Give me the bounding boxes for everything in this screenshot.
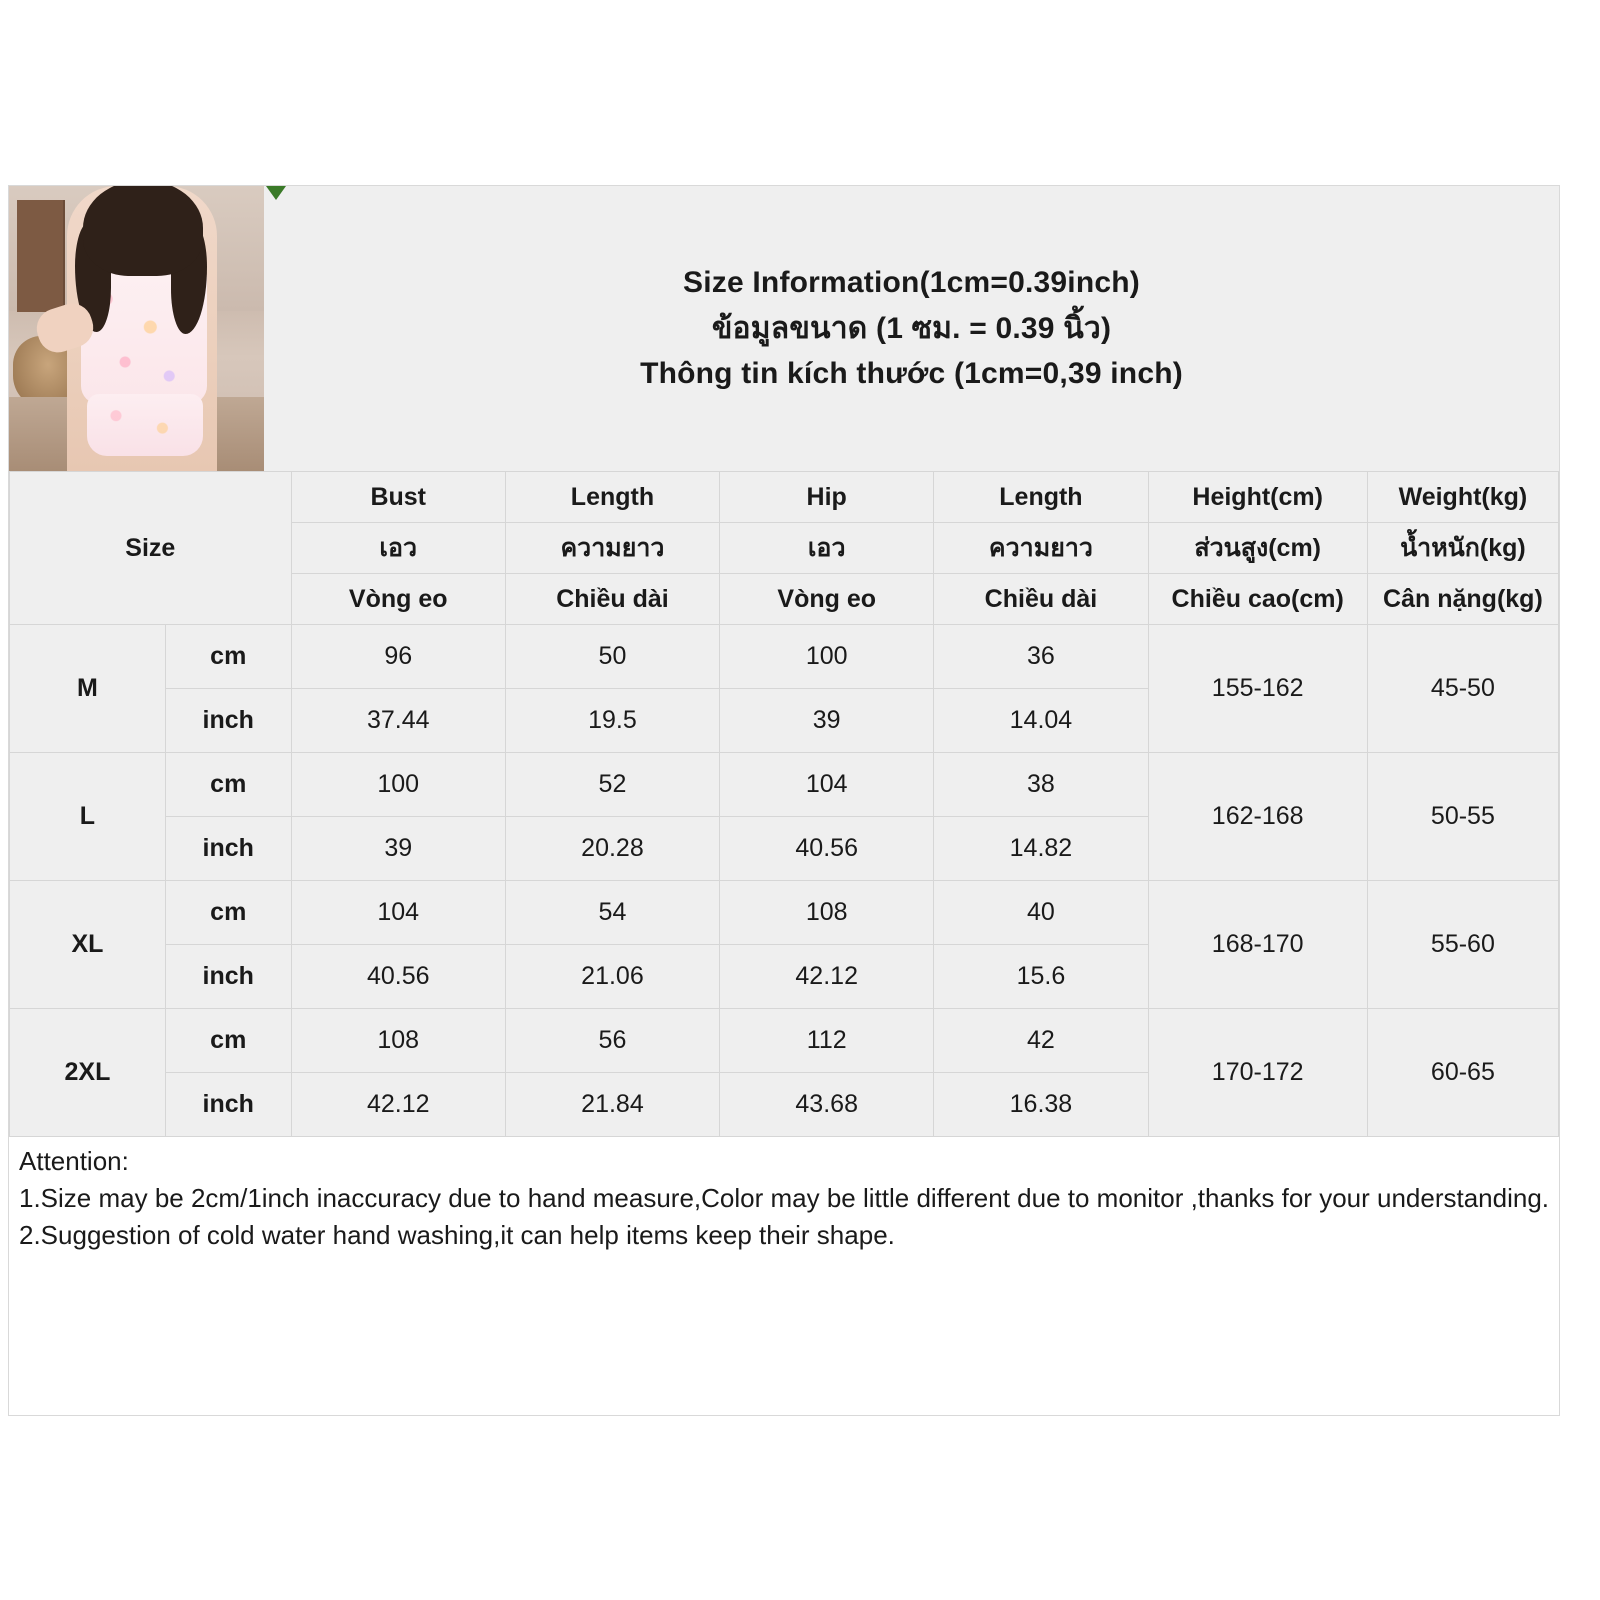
cell-xl-inch-bust: 40.56 [291, 945, 505, 1009]
table-row [10, 753, 1559, 817]
row-size-label-m: M [10, 625, 166, 753]
col-header-weight-vi: Cân nặng(kg) [1367, 574, 1558, 625]
product-photo [9, 186, 264, 471]
unit-cm-l: cm [165, 753, 291, 817]
cell-m-weight: 45-50 [1367, 625, 1558, 753]
row-size-label-2xl: 2XL [10, 1009, 166, 1137]
col-header-hip-th: เอว [720, 523, 934, 574]
cell-2xl-inch-length2: 16.38 [934, 1073, 1148, 1137]
cell-m-cm-length2: 36 [934, 625, 1148, 689]
cell-l-cm-length1: 52 [505, 753, 719, 817]
col-header-length1-vi: Chiều dài [505, 574, 719, 625]
size-table [9, 471, 1559, 1137]
title-thai: ข้อมูลขนาด (1 ซม. = 0.39 นิ้ว) [711, 311, 1112, 345]
col-header-length1-th: ความยาว [505, 523, 719, 574]
cell-l-cm-length2: 38 [934, 753, 1148, 817]
cell-2xl-cm-length2: 42 [934, 1009, 1148, 1073]
cell-xl-inch-length2: 15.6 [934, 945, 1148, 1009]
cell-2xl-inch-hip: 43.68 [720, 1073, 934, 1137]
attention-heading: Attention: [19, 1146, 129, 1176]
col-header-bust-vi: Vòng eo [291, 574, 505, 625]
col-header-height-en: Height(cm) [1148, 472, 1367, 523]
unit-inch-l: inch [165, 817, 291, 881]
table-row [10, 1009, 1559, 1073]
cell-2xl-cm-length1: 56 [505, 1009, 719, 1073]
size-chart-sheet [8, 185, 1560, 1416]
row-size-label-xl: XL [10, 881, 166, 1009]
cell-2xl-weight: 60-65 [1367, 1009, 1558, 1137]
table-row [10, 881, 1559, 945]
col-header-weight-en: Weight(kg) [1367, 472, 1558, 523]
table-header-row-en [10, 472, 1559, 523]
cell-l-weight: 50-55 [1367, 753, 1558, 881]
col-header-length2-en: Length [934, 472, 1148, 523]
cell-m-inch-bust: 37.44 [291, 689, 505, 753]
attention-line-2: 2.Suggestion of cold water hand washing,it can help items keep their shape. [19, 1219, 895, 1250]
col-header-length2-vi: Chiều dài [934, 574, 1148, 625]
col-header-height-th: ส่วนสูง(cm) [1148, 523, 1367, 574]
unit-cm-2xl: cm [165, 1009, 291, 1073]
cell-xl-inch-hip: 42.12 [720, 945, 934, 1009]
cell-l-inch-bust: 39 [291, 817, 505, 881]
unit-inch-m: inch [165, 689, 291, 753]
cell-m-cm-length1: 50 [505, 625, 719, 689]
cell-m-height: 155-162 [1148, 625, 1367, 753]
unit-inch-xl: inch [165, 945, 291, 1009]
unit-inch-2xl: inch [165, 1073, 291, 1137]
cell-l-cm-bust: 100 [291, 753, 505, 817]
unit-cm-xl: cm [165, 881, 291, 945]
title-vietnamese: Thông tin kích thước (1cm=0,39 inch) [640, 357, 1183, 391]
cell-xl-cm-hip: 108 [720, 881, 934, 945]
green-corner-marker [266, 186, 286, 200]
cell-m-inch-length2: 14.04 [934, 689, 1148, 753]
cell-2xl-inch-bust: 42.12 [291, 1073, 505, 1137]
cell-l-height: 162-168 [1148, 753, 1367, 881]
cell-2xl-height: 170-172 [1148, 1009, 1367, 1137]
title-block [264, 186, 1559, 471]
row-size-label-l: L [10, 753, 166, 881]
col-header-weight-th: น้ำหนัก(kg) [1367, 523, 1558, 574]
title-english: Size Information(1cm=0.39inch) [683, 266, 1140, 300]
cell-m-cm-bust: 96 [291, 625, 505, 689]
cell-l-inch-hip: 40.56 [720, 817, 934, 881]
cell-xl-cm-length2: 40 [934, 881, 1148, 945]
size-header-cell: Size [10, 472, 292, 625]
cell-2xl-inch-length1: 21.84 [505, 1073, 719, 1137]
cell-2xl-cm-hip: 112 [720, 1009, 934, 1073]
cell-m-inch-hip: 39 [720, 689, 934, 753]
cell-2xl-cm-bust: 108 [291, 1009, 505, 1073]
col-header-length2-th: ความยาว [934, 523, 1148, 574]
col-header-height-vi: Chiều cao(cm) [1148, 574, 1367, 625]
attention-block [9, 1137, 1559, 1254]
attention-line-1: 1.Size may be 2cm/1inch inaccuracy due to hand measure,Color may be little different due to monitor ,thanks for your understanding. [19, 1182, 1550, 1213]
table-row [10, 625, 1559, 689]
col-header-length1-en: Length [505, 472, 719, 523]
cell-xl-cm-bust: 104 [291, 881, 505, 945]
unit-cm-m: cm [165, 625, 291, 689]
col-header-bust-th: เอว [291, 523, 505, 574]
cell-m-inch-length1: 19.5 [505, 689, 719, 753]
cell-l-cm-hip: 104 [720, 753, 934, 817]
cell-l-inch-length2: 14.82 [934, 817, 1148, 881]
header-band [9, 186, 1559, 471]
col-header-hip-en: Hip [720, 472, 934, 523]
col-header-bust-en: Bust [291, 472, 505, 523]
col-header-hip-vi: Vòng eo [720, 574, 934, 625]
cell-xl-height: 168-170 [1148, 881, 1367, 1009]
cell-xl-inch-length1: 21.06 [505, 945, 719, 1009]
cell-l-inch-length1: 20.28 [505, 817, 719, 881]
cell-xl-cm-length1: 54 [505, 881, 719, 945]
cell-m-cm-hip: 100 [720, 625, 934, 689]
cell-xl-weight: 55-60 [1367, 881, 1558, 1009]
